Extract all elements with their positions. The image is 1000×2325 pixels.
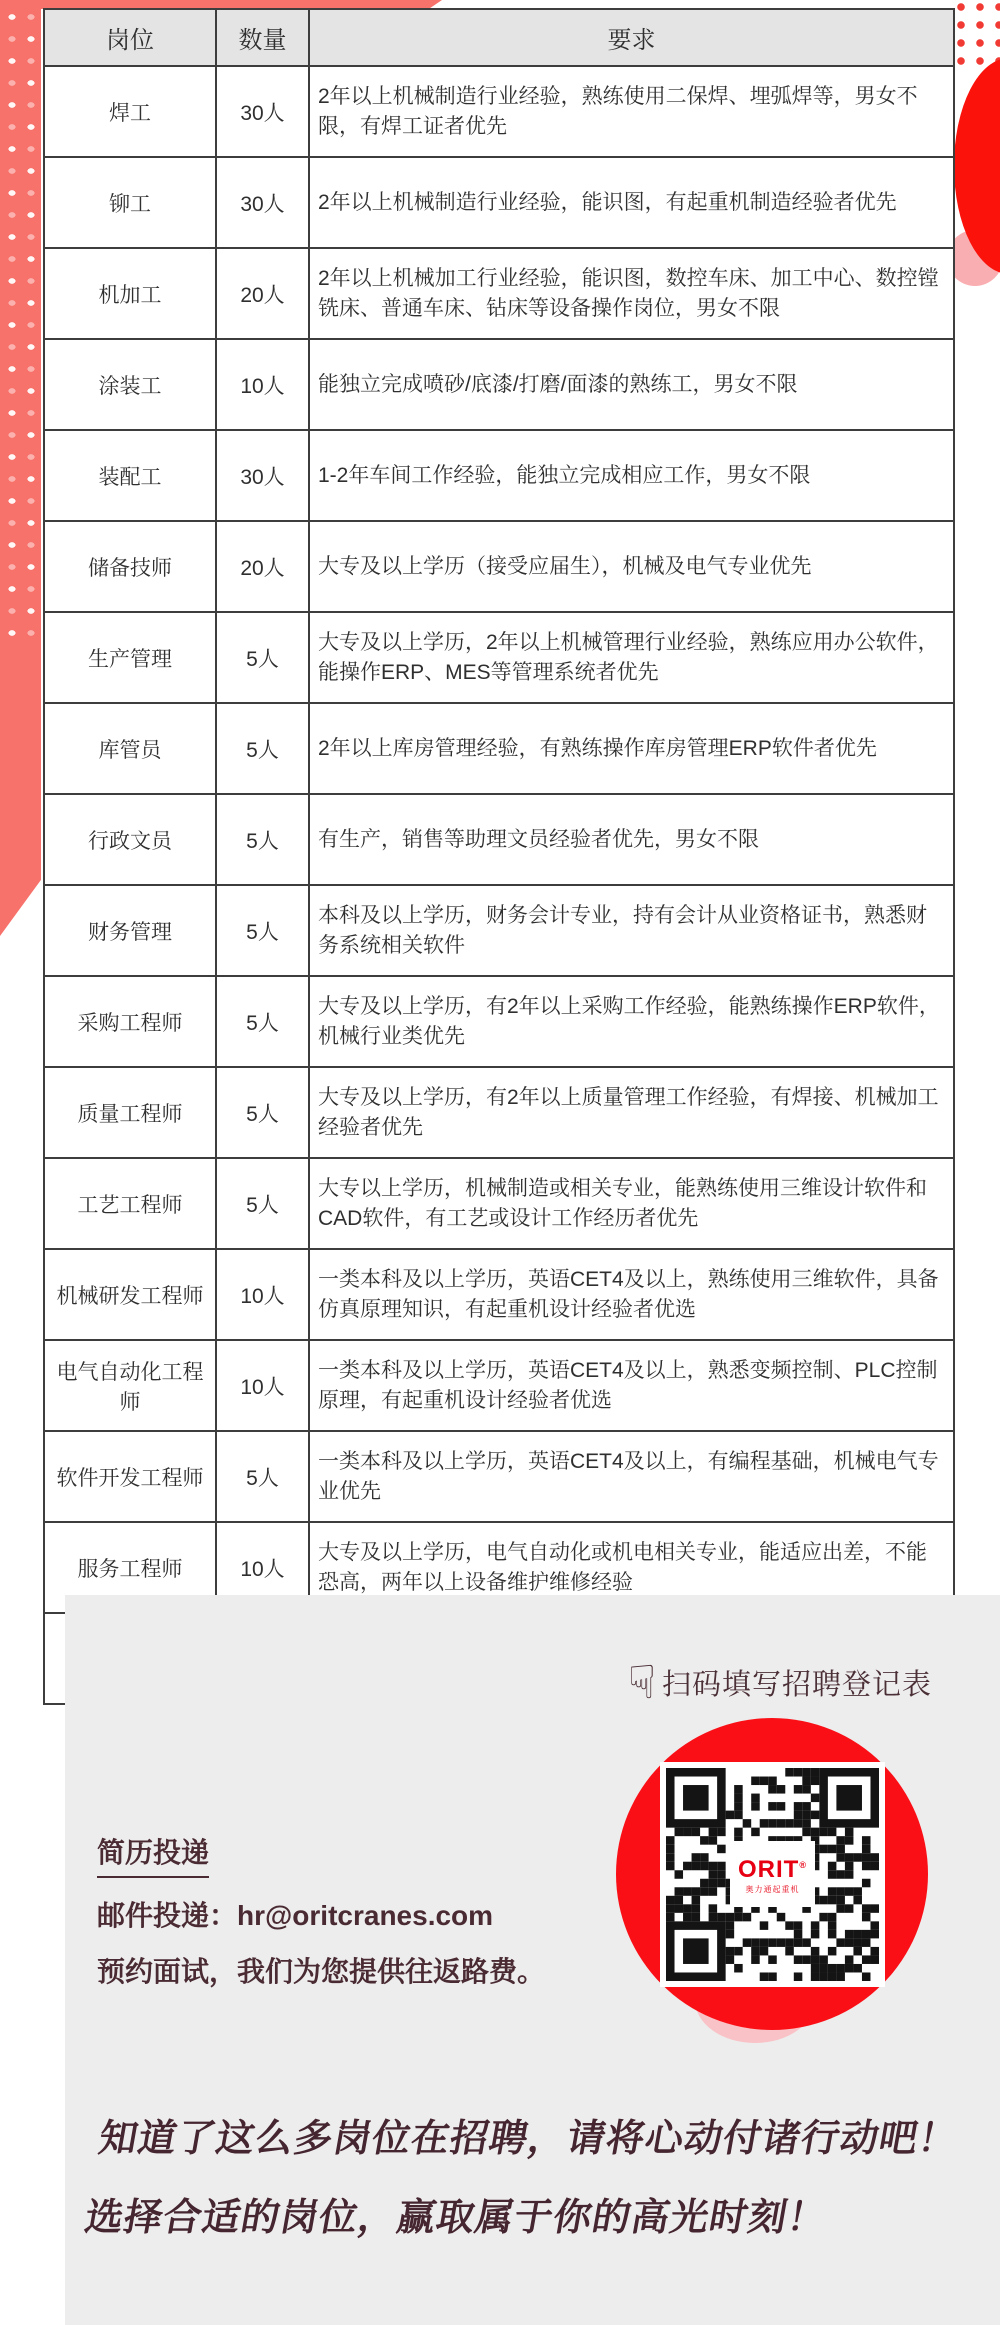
position-cell: 服务工程师 — [44, 1522, 216, 1613]
table-row — [44, 521, 954, 612]
point-down-hand-icon: ☟ — [628, 1656, 657, 1708]
position-cell: 生产管理 — [44, 612, 216, 703]
table-row — [44, 1249, 954, 1340]
requirement-cell: 2年以上机械制造行业经验，能识图，有起重机制造经验者优先 — [309, 157, 954, 248]
table-row — [44, 339, 954, 430]
count-cell: 20人 — [216, 248, 309, 339]
requirement-cell: 一类本科及以上学历，英语CET4及以上，熟练使用三维软件，具备仿真原理知识，有起重机设计经验者优选 — [309, 1249, 954, 1340]
count-cell: 5人 — [216, 1158, 309, 1249]
table-row — [44, 794, 954, 885]
table-row — [44, 430, 954, 521]
table-row — [44, 612, 954, 703]
scan-label: 扫码填写招聘登记表 — [662, 1668, 933, 1701]
position-cell: 库管员 — [44, 703, 216, 794]
count-cell: 5人 — [216, 976, 309, 1067]
requirement-cell: 能独立完成喷砂/底漆/打磨/面漆的熟练工，男女不限 — [309, 339, 954, 430]
position-cell: 机械研发工程师 — [44, 1249, 216, 1340]
table-row — [44, 976, 954, 1067]
header-count: 数量 — [216, 9, 309, 66]
position-cell: 行政文员 — [44, 794, 216, 885]
count-cell: 10人 — [216, 1340, 309, 1431]
scan-cta — [628, 1656, 933, 1708]
position-cell: 质量工程师 — [44, 1067, 216, 1158]
slogan-line-2: 选择合适的岗位，赢取属于你的高光时刻！ — [81, 2197, 831, 2239]
position-cell: 铆工 — [44, 157, 216, 248]
count-cell: 30人 — [216, 430, 309, 521]
interview-line: 预约面试，我们为您提供往返路费。 — [97, 1956, 546, 1987]
position-cell: 软件开发工程师 — [44, 1431, 216, 1522]
requirement-cell: 2年以上机械加工行业经验，能识图，数控车床、加工中心、数控镗铣床、普通车床、钻床等设备操作岗位，男女不限 — [309, 248, 954, 339]
contact-block — [97, 1831, 545, 1990]
count-cell: 30人 — [216, 66, 309, 157]
resume-delivery-title: 简历投递 — [97, 1831, 209, 1878]
requirement-cell: 2年以上库房管理经验，有熟练操作库房管理ERP软件者优先 — [309, 703, 954, 794]
requirement-cell: 一类本科及以上学历，英语CET4及以上，熟悉变频控制、PLC控制原理，有起重机设计经验者优选 — [309, 1340, 954, 1431]
position-cell: 财务管理 — [44, 885, 216, 976]
requirement-cell: 大专及以上学历，有2年以上采购工作经验，能熟练操作ERP软件，机械行业类优先 — [309, 976, 954, 1067]
count-cell: 5人 — [216, 612, 309, 703]
requirement-cell: 有生产，销售等助理文员经验者优先，男女不限 — [309, 794, 954, 885]
count-cell: 5人 — [216, 703, 309, 794]
count-cell: 20人 — [216, 521, 309, 612]
position-cell: 焊工 — [44, 66, 216, 157]
position-cell: 涂装工 — [44, 339, 216, 430]
table-row — [44, 1067, 954, 1158]
qr-center-logo — [730, 1841, 815, 1907]
slogan-line-1: 知道了这么多岗位在招聘，请将心动付诸行动吧！ — [95, 2118, 962, 2160]
count-cell: 5人 — [216, 794, 309, 885]
apply-section — [65, 1595, 1000, 2325]
registered-mark: ® — [799, 1860, 807, 1870]
table-row — [44, 1340, 954, 1431]
count-cell: 10人 — [216, 339, 309, 430]
table-row — [44, 1158, 954, 1249]
top-right-dots-pattern — [951, 0, 1000, 66]
count-cell: 5人 — [216, 1067, 309, 1158]
position-cell: 储备技师 — [44, 521, 216, 612]
requirement-cell: 大专及以上学历，2年以上机械管理行业经验，熟练应用办公软件，能操作ERP、MES等管理系统者优先 — [309, 612, 954, 703]
table-row — [44, 885, 954, 976]
footer-slogan — [81, 2107, 963, 2241]
requirement-cell: 大专及以上学历，有2年以上质量管理工作经验，有焊接、机械加工经验者优先 — [309, 1067, 954, 1158]
orit-logo-text: ORIT® — [738, 1856, 807, 1883]
position-cell: 采购工程师 — [44, 976, 216, 1067]
count-cell: 30人 — [216, 157, 309, 248]
requirement-cell: 2年以上机械制造行业经验，熟练使用二保焊、埋弧焊等，男女不限，有焊工证者优先 — [309, 66, 954, 157]
table-header-row — [44, 9, 954, 66]
table-row — [44, 703, 954, 794]
requirement-cell: 大专及以上学历，电气自动化或机电相关专业，能适应出差，不能恐高，两年以上设备维护维修经验 — [309, 1522, 954, 1613]
table-row — [44, 248, 954, 339]
count-cell: 10人 — [216, 1249, 309, 1340]
requirement-cell: 大专及以上学历（接受应届生），机械及电气专业优先 — [309, 521, 954, 612]
left-dots-pattern — [0, 6, 41, 638]
position-cell: 工艺工程师 — [44, 1158, 216, 1249]
requirement-cell: 一类本科及以上学历，英语CET4及以上，有编程基础，机械电气专业优先 — [309, 1431, 954, 1522]
email-line: 邮件投递：hr@oritcranes.com — [97, 1900, 494, 1931]
orit-logo-subtext: 奥力通起重机 — [745, 1885, 800, 1894]
table-row — [44, 157, 954, 248]
count-cell: 10人 — [216, 1522, 309, 1613]
position-cell: 机加工 — [44, 248, 216, 339]
requirement-cell: 大专以上学历，机械制造或相关专业，能熟练使用三维设计软件和CAD软件，有工艺或设计工作经历者优先 — [309, 1158, 954, 1249]
table-row — [44, 1431, 954, 1522]
count-cell: 5人 — [216, 1431, 309, 1522]
count-cell: 5人 — [216, 885, 309, 976]
header-requirement: 要求 — [309, 9, 954, 66]
header-position: 岗位 — [44, 9, 216, 66]
position-cell: 装配工 — [44, 430, 216, 521]
jobs-table — [43, 8, 955, 1708]
requirement-cell: 1-2年车间工作经验，能独立完成相应工作，男女不限 — [309, 430, 954, 521]
requirement-cell: 本科及以上学历，财务会计专业，持有会计从业资格证书，熟悉财务系统相关软件 — [309, 885, 954, 976]
position-cell: 电气自动化工程师 — [44, 1340, 216, 1431]
table-row — [44, 66, 954, 157]
